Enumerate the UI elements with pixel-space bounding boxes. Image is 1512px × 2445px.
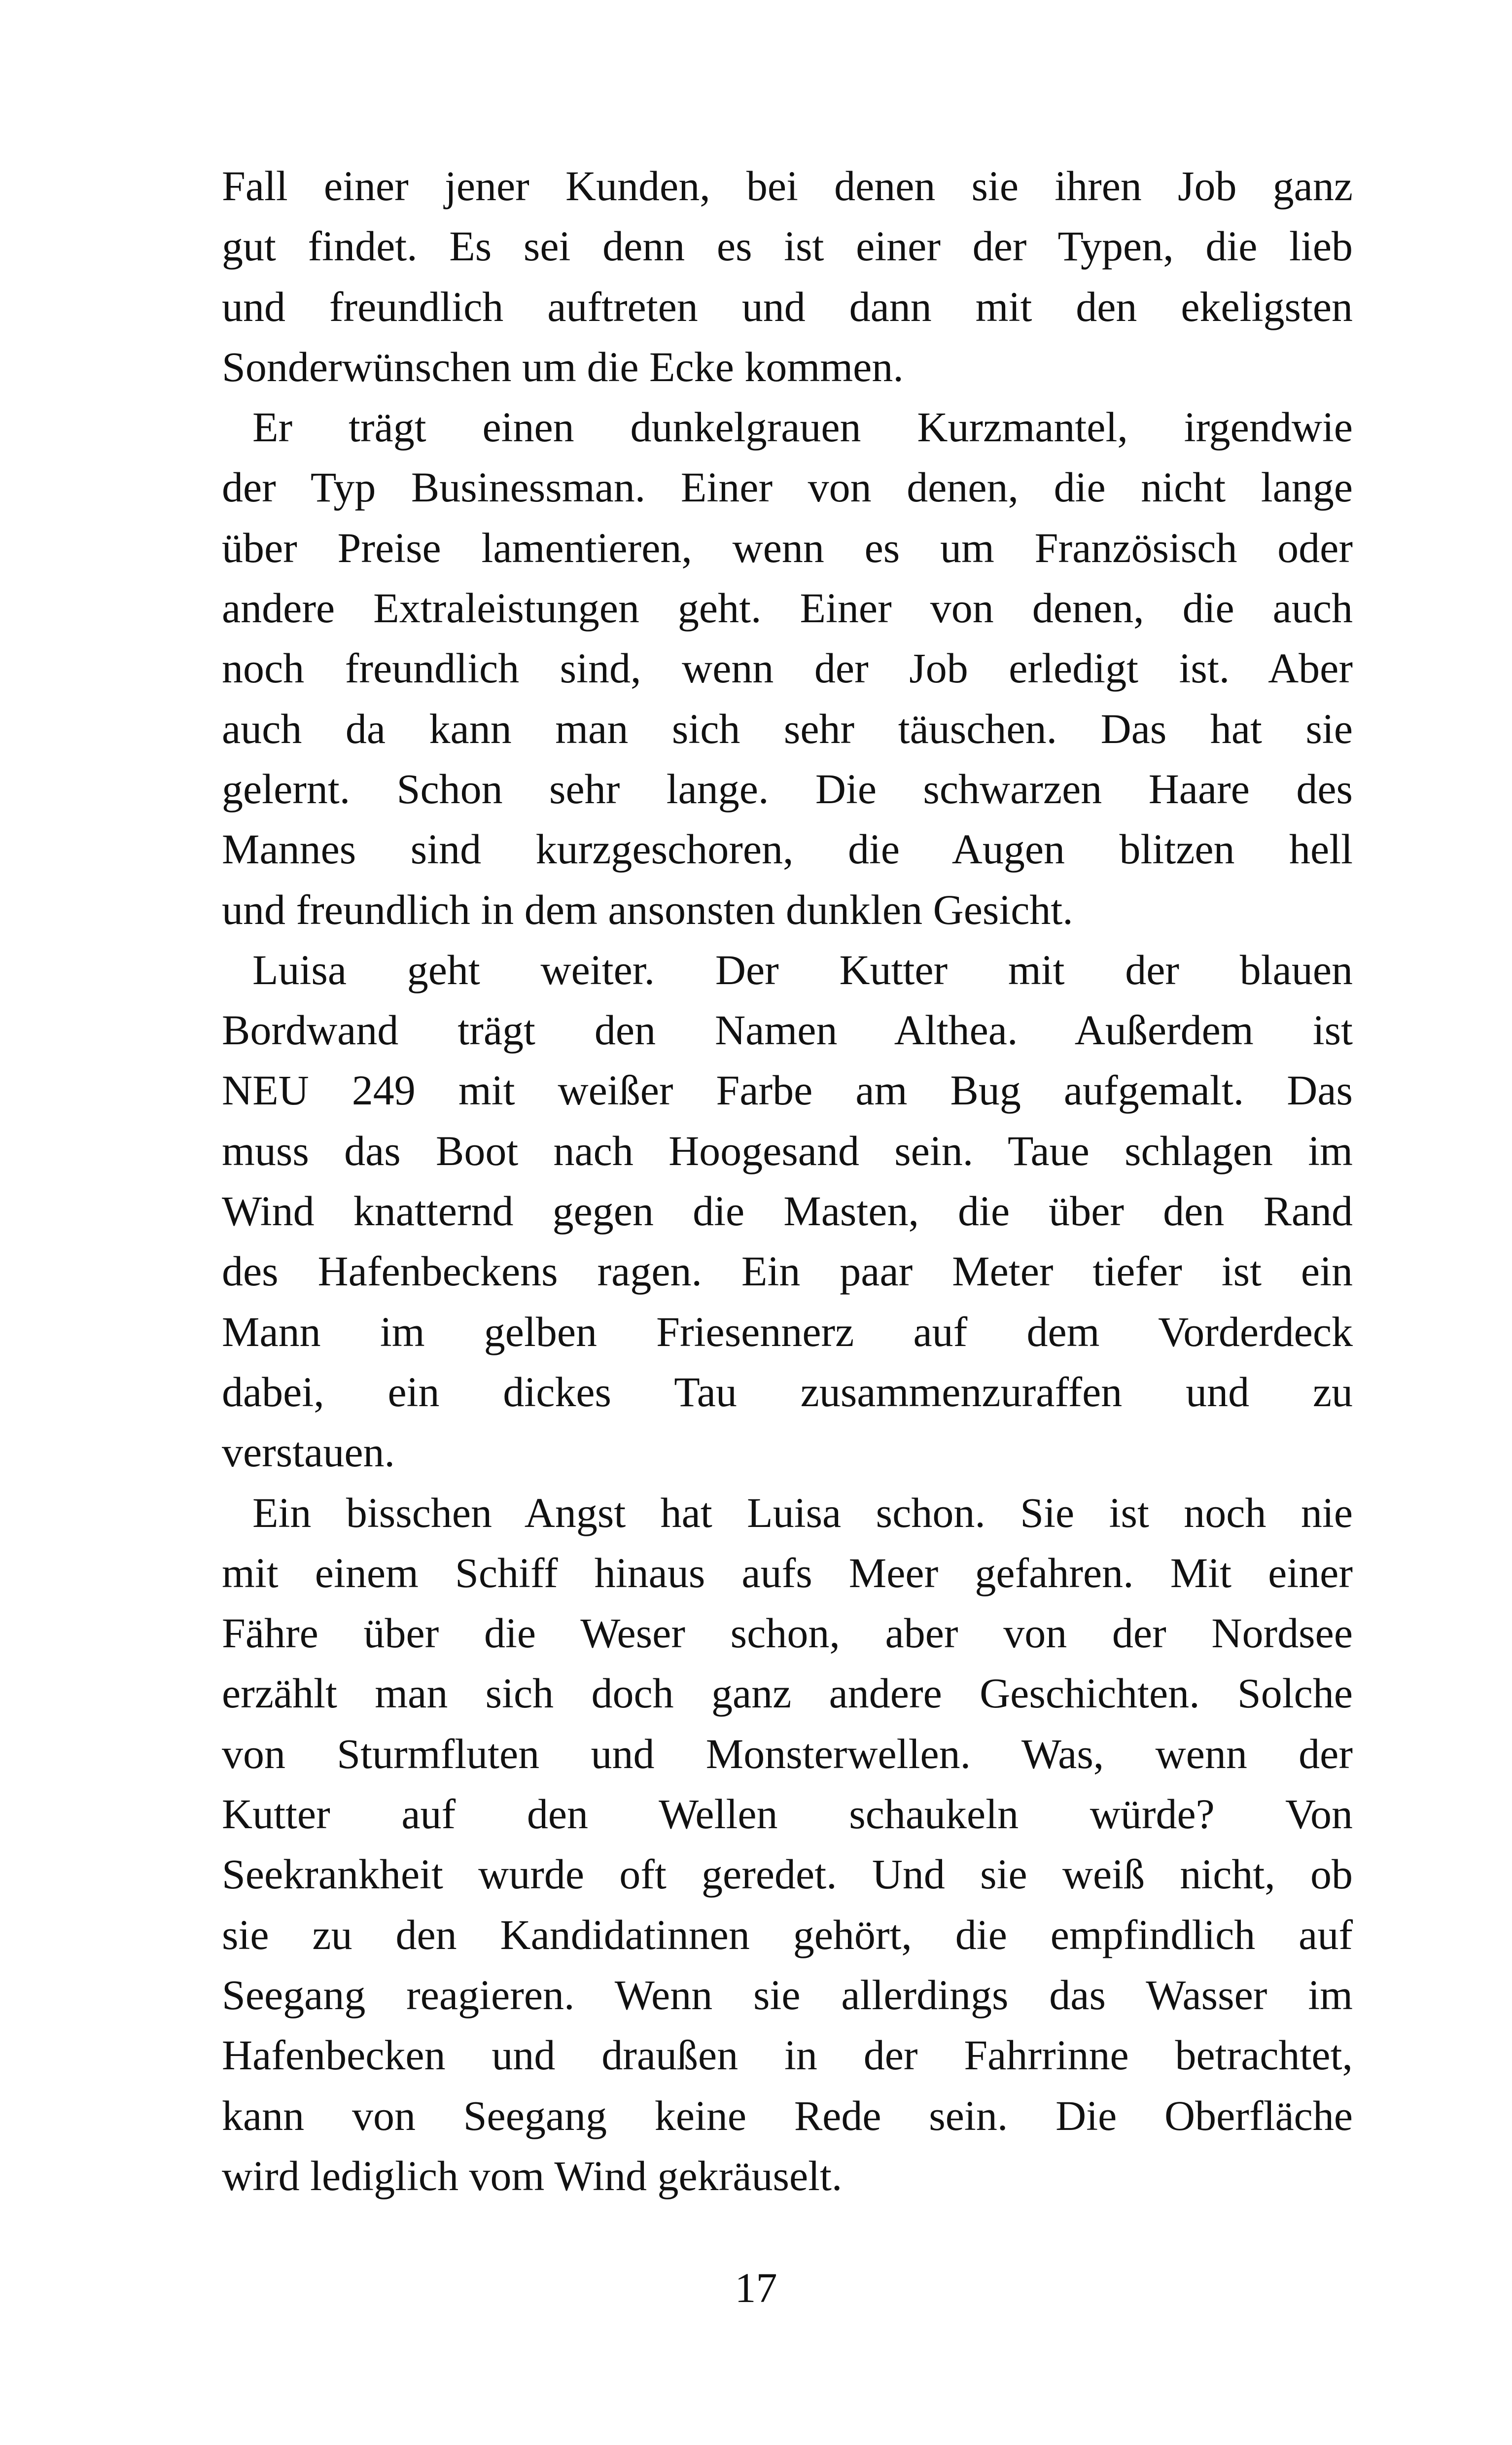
text-line: Bordwand trägt den Namen Althea. Außerdem ist bbox=[222, 1006, 1353, 1054]
text-line: Hafenbecken und draußen in der Fahrrinne betrachtet, bbox=[222, 2031, 1353, 2079]
text-line: Kutter auf den Wellen schaukeln würde? Von bbox=[222, 1790, 1353, 1838]
text-line: Wind knatternd gegen die Masten, die über den Rand bbox=[222, 1187, 1353, 1235]
text-line: und freundlich in dem ansonsten dunklen Gesicht. bbox=[222, 886, 1073, 933]
text-line: verstauen. bbox=[222, 1428, 395, 1476]
text-line: des Hafenbeckens ragen. Ein paar Meter tiefer ist ein bbox=[222, 1247, 1353, 1295]
text-line: Fall einer jener Kunden, bei denen sie ihren Job ganz bbox=[222, 162, 1353, 210]
text-line: Seegang reagieren. Wenn sie allerdings das Wasser im bbox=[222, 1971, 1353, 2019]
text-line: Seekrankheit wurde oft geredet. Und sie weiß nicht, ob bbox=[222, 1850, 1353, 1898]
text-line: auch da kann man sich sehr täuschen. Das hat sie bbox=[222, 705, 1353, 752]
text-line: Sonderwünschen um die Ecke kommen. bbox=[222, 343, 904, 390]
text-line: erzählt man sich doch ganz andere Geschichten. Solche bbox=[222, 1669, 1353, 1717]
paragraph-first-line: Luisa geht weiter. Der Kutter mit der blauen bbox=[252, 946, 1353, 993]
text-line: sie zu den Kandidatinnen gehört, die empfindlich auf bbox=[222, 1911, 1353, 1958]
text-line: wird lediglich vom Wind gekräuselt. bbox=[222, 2152, 843, 2199]
text-line: dabei, ein dickes Tau zusammenzuraffen und zu bbox=[222, 1368, 1353, 1416]
page-number: 17 bbox=[735, 2264, 777, 2311]
text-line: gut findet. Es sei denn es ist einer der Typen, die lieb bbox=[222, 222, 1353, 270]
text-line: und freundlich auftreten und dann mit den ekeligsten bbox=[222, 283, 1353, 330]
text-line: Mannes sind kurzgeschoren, die Augen blitzen hell bbox=[222, 825, 1353, 873]
text-line: kann von Seegang keine Rede sein. Die Oberfläche bbox=[222, 2091, 1353, 2139]
text-line: muss das Boot nach Hoogesand sein. Taue schlagen im bbox=[222, 1127, 1353, 1174]
text-line: andere Extraleistungen geht. Einer von denen, die auch bbox=[222, 584, 1353, 632]
text-line: Mann im gelben Friesennerz auf dem Vorderdeck bbox=[222, 1308, 1353, 1355]
paragraph-first-line: Ein bisschen Angst hat Luisa schon. Sie ist noch nie bbox=[252, 1488, 1353, 1536]
text-line: von Sturmfluten und Monsterwellen. Was, wenn der bbox=[222, 1730, 1353, 1777]
text-line: NEU 249 mit weißer Farbe am Bug aufgemalt. Das bbox=[222, 1066, 1353, 1114]
text-line: über Preise lamentieren, wenn es um Französisch oder bbox=[222, 524, 1353, 571]
text-line: Fähre über die Weser schon, aber von der Nordsee bbox=[222, 1609, 1353, 1657]
text-line: mit einem Schiff hinaus aufs Meer gefahren. Mit einer bbox=[222, 1549, 1353, 1596]
text-line: noch freundlich sind, wenn der Job erledigt ist. Aber bbox=[222, 644, 1353, 692]
text-line: gelernt. Schon sehr lange. Die schwarzen Haare des bbox=[222, 765, 1353, 813]
body-text bbox=[222, 156, 1353, 2206]
text-line: der Typ Businessman. Einer von denen, die nicht lange bbox=[222, 463, 1353, 511]
paragraph-first-line: Er trägt einen dunkelgrauen Kurzmantel, irgendwie bbox=[252, 403, 1353, 451]
